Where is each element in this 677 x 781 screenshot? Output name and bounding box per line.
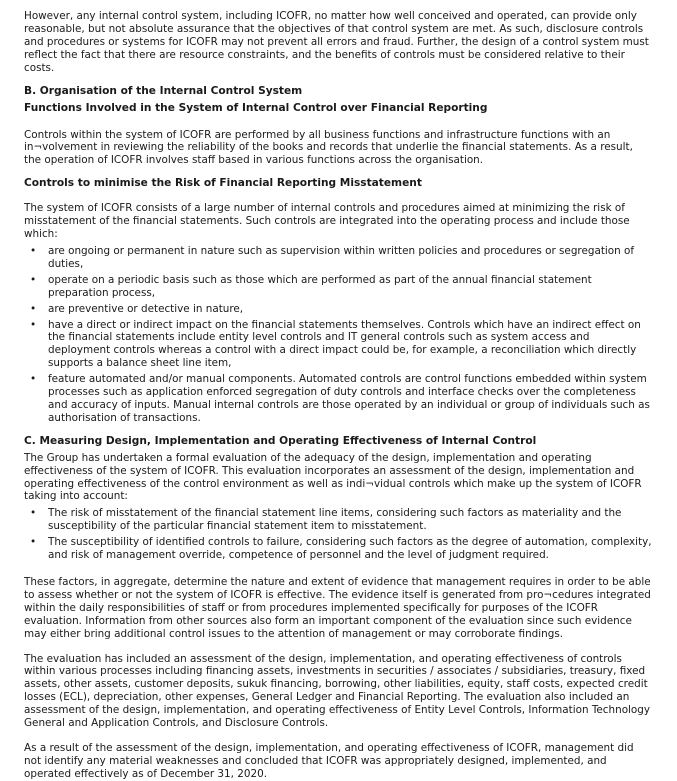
list-item [24, 274, 652, 300]
bullet-marker: • [30, 273, 37, 286]
list-item-text: operate on a periodic basis such as those which are performed as part of the annual financial statement preparation process, [48, 273, 592, 299]
section-b-heading: B. Organisation of the Internal Control System [24, 84, 303, 97]
document-page [24, 10, 652, 781]
list-item-text: The susceptibility of identified controls to failure, considering such factors as the degree of automation, complexity, and risk of management override, competence of personnel and the level of judgment required. [48, 536, 652, 562]
section-c-heading: C. Measuring Design, Implementation and Operating Effectiveness of Internal Control [24, 434, 537, 447]
bullet-marker: • [30, 318, 37, 331]
risk-paragraph: The system of ICOFR consists of a large number of internal controls and procedures aimed at minimizing the risk of misstatement of the financial statements. Such controls are integrated into the operating process and include those which: [24, 202, 630, 241]
risk-heading: Controls to minimise the Risk of Financial Reporting Misstatement [24, 177, 422, 190]
evaluation-scope-paragraph: The evaluation has included an assessment of the design, implementation, and operating effectiveness of controls within various processes including financing assets, investments in securities / associates / subsidiaries, treasury, fixed assets, other assets, customer deposits, sukuk financing, borrowing, other liabilities, equity, staff costs, expected credit losses (ECL), depreciation, other expenses, General Ledger and Financial Reporting. The evaluation also included an assessment of the design, implementation, and operating effectiveness of Entity Level Controls, Information Technology General and Application Controls, and Disclosure Controls. [24, 652, 651, 730]
list-item [24, 373, 652, 425]
section-b-paragraph: Controls within the system of ICOFR are performed by all business functions and infrastructure functions with an in¬volvement in reviewing the reliability of the books and records that underlie the financial statements. As a result, the operation of ICOFR involves staff based in various functions across the organisation. [24, 128, 633, 167]
section-c-paragraph: The Group has undertaken a formal evaluation of the adequacy of the design, implementation and operating effectiveness of the system of ICOFR. This evaluation incorporates an assessment of the design, implementation and operating effectiveness of the control environment as well as indi¬vidual controls which make up the system of ICOFR taking into account: [24, 451, 642, 503]
bullet-marker: • [30, 536, 37, 549]
list-item-text: are preventive or detective in nature, [48, 302, 244, 315]
controls-bullet-list [24, 245, 652, 425]
conclusion-paragraph: As a result of the assessment of the design, implementation, and operating effectiveness of ICOFR, management did not identify any material weaknesses and concluded that ICOFR was appropriately designed, implemented, and operated effectively as of December 31, 2020. [24, 741, 634, 780]
list-item [24, 245, 652, 271]
evaluation-bullet-list [24, 507, 652, 562]
list-item-text: have a direct or indirect impact on the financial statements themselves. Controls which have an indirect effect on the financial statements include entity level controls and IT general controls such as system access and deployment controls whereas a control with a direct impact could be, for example, a reconciliation which directly supports a balance sheet line item, [48, 318, 641, 370]
list-item [24, 303, 652, 316]
section-b-subheading: Functions Involved in the System of Internal Control over Financial Reporting [24, 101, 488, 114]
list-item [24, 536, 652, 562]
list-item [24, 319, 652, 371]
list-item-text: are ongoing or permanent in nature such as supervision within written policies and procedures or segregation of duties, [48, 244, 635, 270]
list-item-text: The risk of misstatement of the financial statement line items, considering such factors as materiality and the susceptibility of the particular financial statement item to misstatement. [48, 507, 622, 533]
evidence-paragraph: These factors, in aggregate, determine the nature and extent of evidence that management requires in order to be able to assess whether or not the system of ICOFR is effective. The evidence itself is generated from pro¬cedures integrated within the daily responsibilities of staff or from procedures implemented specifically for purposes of the ICOFR evaluation. Information from other sources also form an important component of the evaluation since such evidence may either bring additional control issues to the attention of management or may corroborate findings. [24, 576, 651, 640]
bullet-marker: • [30, 302, 37, 315]
bullet-marker: • [30, 507, 37, 520]
list-item-text: feature automated and/or manual components. Automated controls are control functions embedded within system processes such as application enforced segregation of duty controls and interface checks over the completeness and accuracy of inputs. Manual internal controls are those operated by an individual or group of individuals such as authorisation of transactions. [48, 373, 650, 424]
bullet-marker: • [30, 244, 37, 257]
list-item [24, 507, 652, 533]
intro-paragraph: However, any internal control system, including ICOFR, no matter how well conceived and operated, can provide only reasonable, but not absolute assurance that the objectives of that control system are met. As such, disclosure controls and procedures or systems for ICOFR may not prevent all errors and fraud. Further, the design of a control system must reflect the fact that there are resource constraints, and the benefits of controls must be considered relative to their costs. [24, 10, 649, 74]
bullet-marker: • [30, 373, 37, 386]
